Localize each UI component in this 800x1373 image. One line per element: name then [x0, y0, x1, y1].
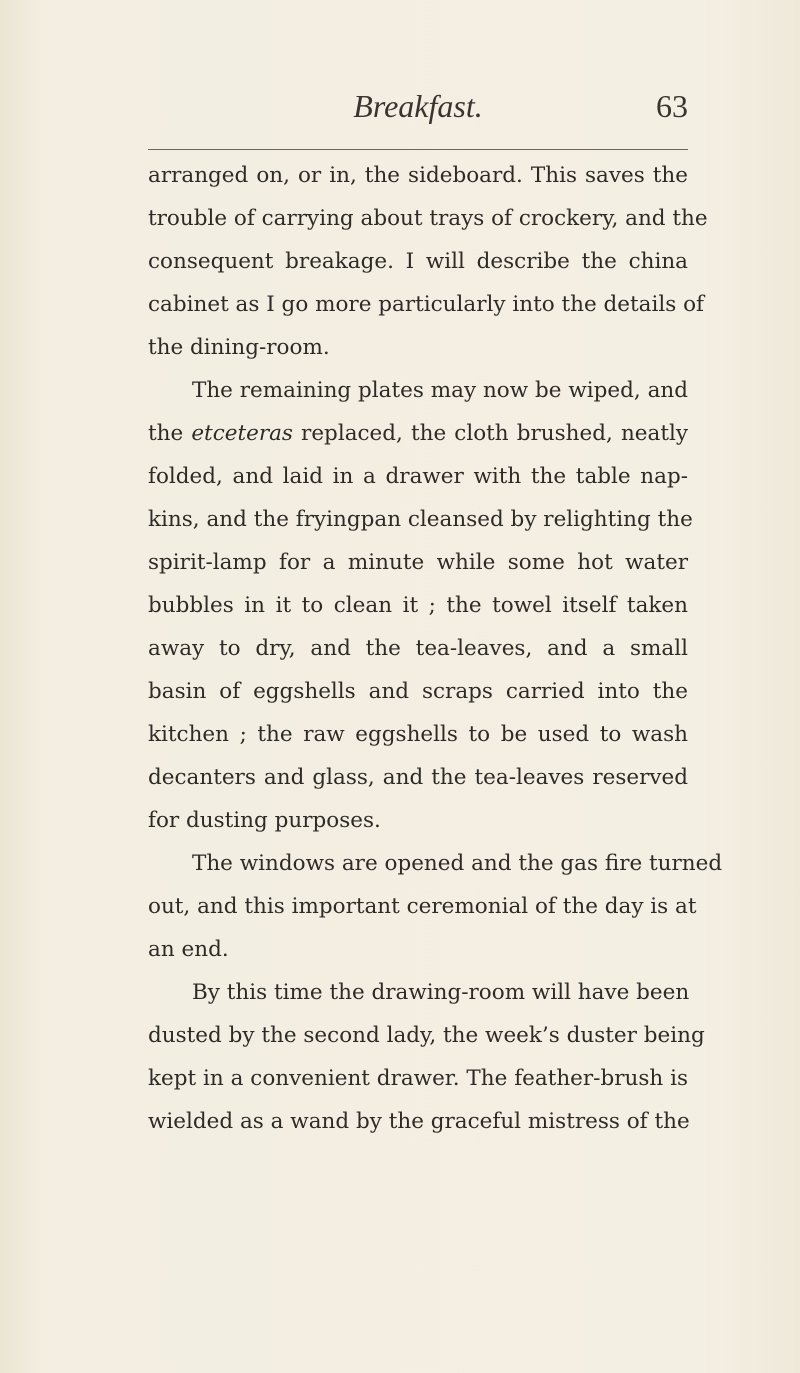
text-line: dusted by the second lady, the week’s duster being — [148, 1023, 705, 1048]
text-line: consequent breakage. I will describe the china — [148, 249, 688, 274]
text-line: for dusting purposes. — [148, 808, 381, 833]
text-segment: replaced, the cloth brushed, neatly — [292, 421, 688, 446]
text-line: kept in a convenient drawer. The feather-brush is — [148, 1066, 688, 1091]
text-line: spirit-lamp for a minute while some hot water — [148, 550, 688, 575]
text-segment: the — [148, 421, 192, 446]
text-line: The remaining plates may now be wiped, and — [192, 378, 688, 403]
text-line: away to dry, and the tea-leaves, and a small — [148, 636, 688, 661]
text-line: arranged on, or in, the sideboard. This saves the — [148, 163, 688, 188]
italic-word: etceteras — [191, 421, 293, 446]
running-head — [148, 70, 688, 140]
text-line: kitchen ; the raw eggshells to be used to wash — [148, 722, 688, 747]
text-line — [148, 412, 688, 455]
body-text — [148, 154, 723, 1143]
text-line: basin of eggshells and scraps carried into the — [148, 679, 688, 704]
text-line: trouble of carrying about trays of crockery, and the — [148, 206, 708, 231]
page-number: 63 — [656, 88, 688, 124]
header-rule — [148, 149, 688, 150]
text-line: folded, and laid in a drawer with the table nap- — [148, 464, 688, 489]
text-line: an end. — [148, 937, 229, 962]
text-line: cabinet as I go more particularly into the details of — [148, 292, 705, 317]
text-line: kins, and the fryingpan cleansed by relighting the — [148, 507, 693, 532]
text-line: decanters and glass, and the tea-leaves reserved — [148, 765, 688, 790]
chapter-title: Breakfast. — [353, 88, 483, 124]
text-line: wielded as a wand by the graceful mistress of the — [148, 1109, 690, 1134]
text-line: the dining-room. — [148, 335, 330, 360]
text-line: out, and this important ceremonial of the day is at — [148, 894, 697, 919]
text-line: By this time the drawing-room will have been — [192, 980, 690, 1005]
text-line: bubbles in it to clean it ; the towel itself taken — [148, 593, 688, 618]
text-line: The windows are opened and the gas fire turned — [192, 851, 723, 876]
